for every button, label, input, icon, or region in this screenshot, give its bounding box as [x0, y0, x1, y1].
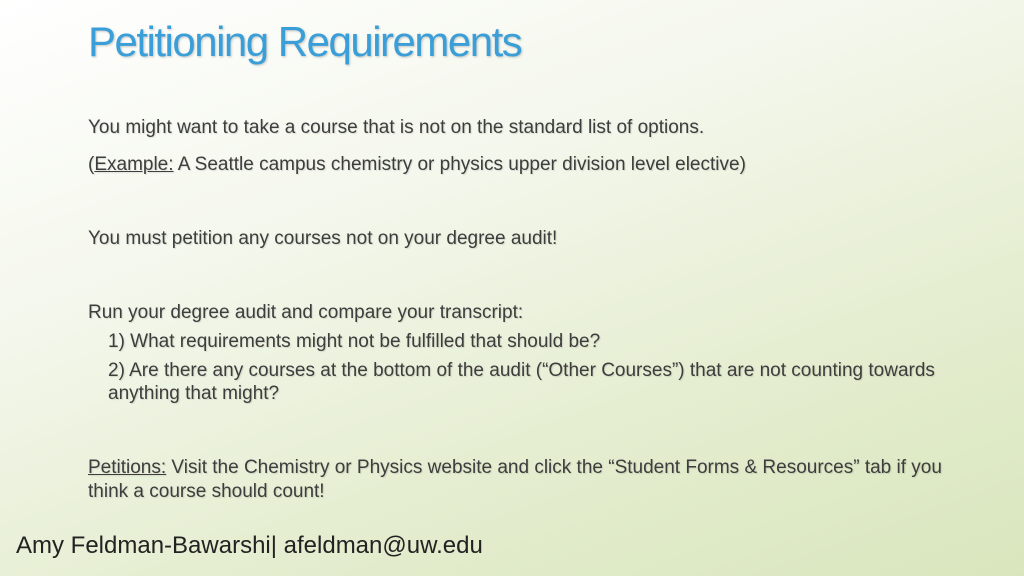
example-text: A Seattle campus chemistry or physics upper division level elective) — [173, 154, 746, 175]
petitions-text: Visit the Chemistry or Physics website and click the “Student Forms & Resources” tab if you think a course should count! — [88, 457, 942, 502]
audit-question-1: 1) What requirements might not be fulfilled that should be? — [108, 331, 601, 352]
audit-question-2: 2) Are there any courses at the bottom of the audit (“Other Courses”) that are not counting towards anything that might? — [108, 360, 935, 404]
example-line — [88, 153, 988, 177]
petitions-label: Petitions: — [88, 457, 167, 478]
intro-text: You might want to take a course that is not on the standard list of options. — [88, 117, 705, 138]
example-open-paren: ( — [88, 154, 95, 175]
example-label: Example: — [94, 154, 174, 175]
slide-title: Petitioning Requirements — [88, 18, 522, 65]
footer-contact: Amy Feldman-Bawarshi| afeldman@uw.edu — [16, 532, 483, 559]
must-petition-text: You must petition any courses not on your degree audit! — [88, 228, 558, 249]
petitions-paragraph — [88, 456, 948, 504]
audit-instruction: Run your degree audit and compare your transcript: — [88, 302, 524, 323]
